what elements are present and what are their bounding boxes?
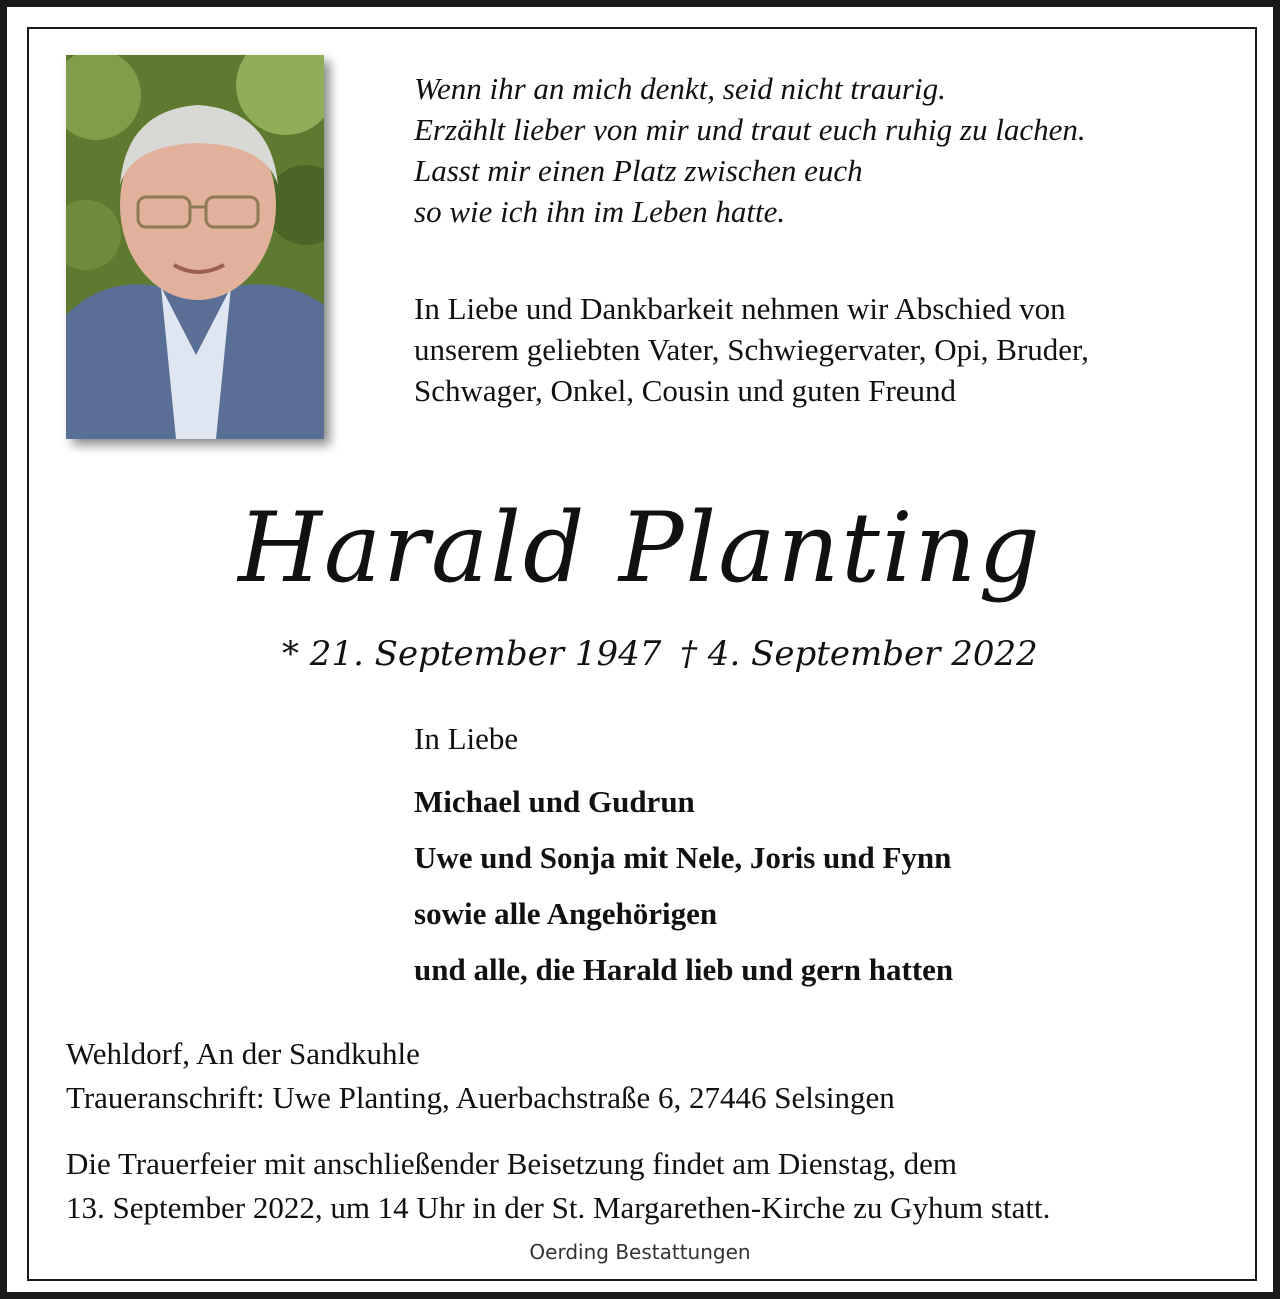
mourner-entry: sowie alle Angehörigen: [414, 896, 718, 931]
mourning-address: [66, 1032, 1226, 1120]
portrait-photo: [66, 55, 324, 439]
farewell-intro: [414, 288, 1234, 411]
poem-line: Erzählt lieber von mir und traut euch ruhig zu lachen.: [414, 112, 1086, 147]
poem-line: Wenn ihr an mich denkt, seid nicht traurig.: [414, 71, 946, 106]
mourners-lead: In Liebe: [414, 721, 519, 756]
poem-verse: [414, 68, 1234, 232]
ceremony-notice: [66, 1142, 1226, 1230]
ceremony-line: 13. September 2022, um 14 Uhr in der St. Margarethen-Kirche zu Gyhum statt.: [66, 1190, 1051, 1225]
poem-line: so wie ich ihn im Leben hatte.: [414, 194, 786, 229]
intro-line: In Liebe und Dankbarkeit nehmen wir Abschied von: [414, 291, 1066, 326]
intro-line: unserem geliebten Vater, Schwiegervater, Opi, Bruder,: [414, 332, 1089, 367]
address-line: Wehldorf, An der Sandkuhle: [66, 1036, 420, 1071]
birth-date: * 21. September 1947: [282, 634, 662, 674]
mourners-list: [414, 718, 1234, 998]
portrait-illustration: [66, 55, 324, 439]
ceremony-line: Die Trauerfeier mit anschließender Beisetzung findet am Dienstag, dem: [66, 1146, 957, 1181]
deceased-name: Harald Planting: [238, 492, 1042, 604]
poem-line: Lasst mir einen Platz zwischen euch: [414, 153, 863, 188]
mourner-entry: und alle, die Harald lieb und gern hatten: [414, 952, 954, 987]
intro-line: Schwager, Onkel, Cousin und guten Freund: [414, 373, 957, 408]
mourner-entry: Uwe und Sonja mit Nele, Joris und Fynn: [414, 840, 952, 875]
funeral-home-credit: Oerding Bestattungen: [529, 1240, 751, 1264]
mourner-entry: Michael und Gudrun: [414, 784, 695, 819]
death-date: † 4. September 2022: [680, 634, 1038, 674]
address-line: Traueranschrift: Uwe Planting, Auerbachstraße 6, 27446 Selsingen: [66, 1080, 895, 1115]
